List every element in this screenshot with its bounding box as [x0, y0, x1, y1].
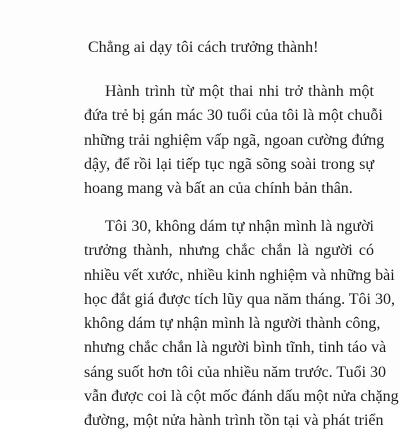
paragraph-line: học đắt giá được tích lũy qua năm tháng. Tôi 30, — [84, 290, 395, 308]
paragraph-line: sáng suốt hơn tôi của nhiều năm trước. Tuổi 30 — [84, 363, 387, 381]
paragraph-line: Hành trình từ một thai nhi trở thành một — [105, 83, 374, 100]
paragraph-1 — [84, 80, 385, 201]
paragraph-line: hoang mang và bất an của chính bản thân. — [84, 180, 353, 198]
paragraph-line: không dám tự nhận mình là người thành công, — [84, 315, 381, 333]
paragraph-line: đứa trẻ bị gán mác 30 tuổi của tôi là một chuỗi — [84, 107, 383, 125]
paragraph-line: nhiều vết xước, nhiều kinh nghiệm và những bài — [84, 266, 395, 284]
chapter-heading: Chẳng ai dạy tôi cách trưởng thành! — [88, 39, 319, 56]
paragraph-2 — [84, 215, 399, 434]
paragraph-line: đường, một nửa hành trình tồn tại và phát triển — [84, 412, 384, 430]
paragraph-line: trưởng thành, nhưng chắc chắn là người có — [84, 242, 374, 260]
paragraph-line: những trải nghiệm vấp ngã, ngoan cường đứng — [84, 131, 385, 149]
paragraph-line: vẫn được coi là cột mốc đánh dấu một nửa chặng — [84, 388, 399, 406]
paragraph-line: dậy, để rồi lại tiếp tục ngã sõng soài trong sự — [84, 155, 374, 173]
paragraph-line: nhưng chắc chắn là người bình tĩnh, tinh táo và — [84, 339, 387, 357]
paragraph-line: Tôi 30, không dám tự nhận mình là người — [105, 218, 374, 235]
